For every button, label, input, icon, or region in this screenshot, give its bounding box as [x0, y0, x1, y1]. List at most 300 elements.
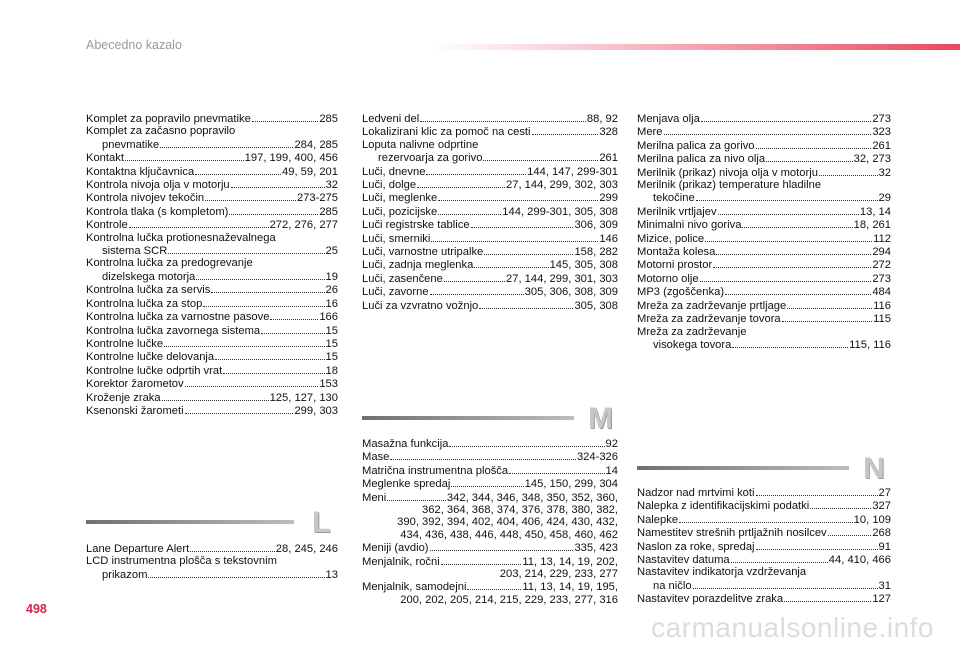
- index-entry: [362, 205, 618, 218]
- entry-pages: 15: [325, 337, 338, 350]
- dot-leader: [444, 272, 505, 282]
- entry-term: Motorni prostor: [637, 259, 713, 272]
- entry-pages: 32: [325, 179, 338, 192]
- index-entry: [362, 491, 618, 504]
- index-entry: [637, 232, 891, 245]
- dot-leader: [185, 404, 294, 414]
- entry-pages: 200, 202, 205, 214, 215, 229, 233, 277, 316: [400, 593, 618, 606]
- entry-term: Kroženje zraka: [86, 391, 161, 404]
- dot-leader: [164, 337, 324, 347]
- dot-leader: [731, 553, 828, 563]
- entry-pages: 32: [878, 166, 891, 179]
- index-entry: [362, 165, 618, 178]
- index-entry: [362, 285, 618, 298]
- entry-term: LCD instrumentna plošča s tekstovnim: [86, 555, 277, 568]
- entry-pages: 273-275: [296, 192, 338, 205]
- entry-term: Ksenonski žarometi: [86, 404, 184, 417]
- dot-leader: [471, 218, 574, 228]
- index-entry: [637, 540, 891, 553]
- index-column-2: [362, 112, 618, 312]
- index-column-3: [637, 112, 891, 351]
- entry-pages: 92: [605, 438, 618, 450]
- index-entry: [362, 218, 618, 231]
- dot-leader: [231, 178, 325, 188]
- entry-pages: 31: [878, 579, 891, 592]
- entry-term: Kontrole: [86, 219, 128, 232]
- entry-pages: 390, 392, 394, 402, 404, 406, 424, 430, 432,: [397, 516, 618, 529]
- entry-term: Kontrola nivojev tekočin: [86, 192, 205, 205]
- dot-leader: [185, 377, 319, 387]
- separator-letter: M: [588, 402, 613, 435]
- entry-term: Merilnik (prikaz) temperature hladilne: [637, 179, 822, 192]
- entry-term: Kontrolne lučke delovanja: [86, 351, 215, 364]
- dot-leader: [223, 364, 324, 374]
- index-entry: [637, 152, 891, 165]
- index-entry: [637, 218, 891, 231]
- entry-pages: 197, 199, 400, 456: [244, 152, 338, 165]
- index-entry: [86, 112, 338, 125]
- index-entry: [86, 232, 338, 244]
- entry-pages: 324-326: [576, 451, 618, 464]
- entry-term: tekočine: [653, 192, 695, 205]
- dot-leader: [417, 178, 505, 188]
- dot-leader: [438, 205, 501, 215]
- entry-term: Luči registrske tablice: [362, 219, 470, 232]
- entry-term: prikazom: [102, 568, 148, 581]
- entry-term: Kontrolna lučka za varnostne pasove: [86, 311, 270, 324]
- dot-leader: [756, 486, 878, 496]
- section-title: Abecedno kazalo: [86, 38, 182, 52]
- entry-term: Merilna palica za gorivo: [637, 139, 755, 152]
- entry-term: Mreža za zadrževanje tovora: [637, 313, 781, 326]
- entry-pages: 299: [599, 192, 618, 205]
- watermark: carmanualsonline.info: [651, 612, 934, 643]
- index-entry: [362, 178, 618, 191]
- index-entry: [637, 299, 891, 312]
- entry-term: Minimalni nivo goriva: [637, 219, 742, 232]
- index-entry: [637, 166, 891, 179]
- index-entry: [86, 244, 338, 257]
- index-entry: [362, 504, 618, 516]
- entry-term: Nalepka z identifikacijskimi podatki: [637, 500, 810, 513]
- entry-pages: 362, 364, 368, 374, 376, 378, 380, 382,: [422, 504, 618, 517]
- dot-leader: [270, 310, 318, 320]
- entry-pages: 11, 13, 14, 19, 202,: [522, 555, 618, 568]
- dot-leader: [713, 258, 871, 268]
- entry-term: Kontrolna lučka protionesnaževalnega: [86, 231, 276, 244]
- entry-pages: 166: [319, 311, 338, 324]
- entry-term: Motorno olje: [637, 272, 699, 285]
- header-accent-bar: [430, 44, 960, 50]
- index-column-1-l: [86, 542, 338, 581]
- entry-term: rezervoarja za gorivo: [378, 152, 483, 165]
- separator-line: [86, 520, 294, 524]
- letter-separator-l: [86, 506, 334, 540]
- entry-term: Naslon za roke, spredaj: [637, 540, 755, 553]
- index-entry: [86, 283, 338, 296]
- index-entry: [362, 555, 618, 568]
- index-column-2-m: [362, 437, 618, 606]
- entry-term: Luči, varnostne utripalke: [362, 246, 484, 259]
- entry-pages: 145, 305, 308: [549, 259, 618, 272]
- entry-pages: 18: [325, 364, 338, 377]
- entry-term: Nalepke: [637, 513, 679, 526]
- entry-pages: 27, 144, 299, 302, 303: [506, 179, 618, 192]
- separator-letter: L: [312, 506, 331, 539]
- entry-pages: 115: [873, 313, 891, 326]
- entry-pages: 88, 92: [586, 113, 618, 125]
- entry-pages: 268: [872, 527, 891, 540]
- index-entry: [86, 165, 338, 178]
- dot-leader: [693, 579, 878, 589]
- index-entry: [362, 151, 618, 164]
- index-entry: [86, 555, 338, 567]
- entry-pages: 203, 214, 229, 233, 277: [499, 568, 618, 581]
- dot-leader: [756, 139, 872, 149]
- entry-pages: 306, 309: [574, 219, 618, 232]
- dot-leader: [430, 285, 524, 295]
- dot-leader: [701, 112, 872, 122]
- dot-leader: [205, 191, 296, 201]
- entry-pages: 145, 150, 299, 304: [524, 478, 618, 491]
- dot-leader: [162, 391, 269, 401]
- entry-term: Luči, zadnja meglenka: [362, 259, 474, 272]
- index-entry: [637, 191, 891, 204]
- index-entry: [362, 191, 618, 204]
- index-entry: [637, 526, 891, 539]
- entry-pages: 13: [325, 568, 338, 581]
- index-entry: [637, 566, 891, 578]
- separator-line: [637, 466, 849, 470]
- dot-leader: [203, 297, 324, 307]
- dot-leader: [705, 232, 872, 242]
- index-entry: [86, 568, 338, 581]
- dot-leader: [725, 285, 871, 295]
- dot-leader: [787, 299, 872, 309]
- entry-term: Kontrolne lučke: [86, 337, 164, 350]
- entry-term: Merilnik (prikaz) nivoja olja v motorju: [637, 166, 818, 179]
- dot-leader: [390, 450, 576, 460]
- index-entry: [86, 364, 338, 377]
- entry-pages: 13, 14: [859, 205, 891, 218]
- entry-pages: 285: [319, 205, 338, 218]
- dot-leader: [430, 541, 574, 551]
- dot-leader: [449, 437, 604, 447]
- dot-leader: [509, 464, 604, 474]
- dot-leader: [474, 258, 548, 268]
- entry-term: Kontrolna lučka za stop: [86, 297, 203, 310]
- entry-term: Nastavitev porazdelitve zraka: [637, 593, 784, 606]
- dot-leader: [261, 324, 324, 334]
- dot-leader: [766, 152, 853, 162]
- dot-leader: [129, 218, 269, 228]
- index-column-3-n: [637, 486, 891, 606]
- dot-leader: [160, 138, 293, 148]
- index-entry: [86, 191, 338, 204]
- dot-leader: [420, 112, 586, 122]
- letter-separator-n: [637, 452, 891, 486]
- index-entry: [362, 516, 618, 528]
- dot-leader: [426, 165, 526, 175]
- entry-term: Luči, smerniki: [362, 232, 431, 245]
- index-entry: [362, 477, 618, 490]
- index-entry: [637, 486, 891, 499]
- dot-leader: [484, 245, 573, 255]
- dot-leader: [732, 338, 848, 348]
- dot-leader: [190, 542, 275, 552]
- dot-leader: [784, 592, 871, 602]
- entry-term: Namestitev strešnih prtljažnih nosilcev: [637, 527, 827, 540]
- dot-leader: [483, 151, 598, 161]
- entry-pages: 299, 303: [294, 404, 338, 417]
- entry-term: Menjalnik, samodejni: [362, 581, 467, 594]
- index-entry: [637, 139, 891, 152]
- entry-term: Merilna palica za nivo olja: [637, 153, 766, 166]
- entry-term: Korektor žarometov: [86, 378, 184, 391]
- entry-pages: 16: [325, 297, 338, 310]
- entry-pages: 14: [605, 464, 618, 477]
- index-entry: [362, 594, 618, 606]
- entry-pages: 146: [599, 232, 618, 245]
- entry-term: Nastavitev datuma: [637, 554, 730, 567]
- entry-term: Mreža za zadrževanje: [637, 325, 747, 338]
- dot-leader: [441, 555, 522, 565]
- entry-pages: 32, 273: [853, 153, 891, 166]
- entry-pages: 327: [872, 500, 891, 513]
- entry-pages: 285: [319, 113, 338, 125]
- entry-term: Kontrola tlaka (s kompletom): [86, 205, 229, 218]
- index-entry: [86, 257, 338, 269]
- index-entry: [362, 580, 618, 593]
- entry-pages: 335, 423: [574, 542, 618, 555]
- entry-pages: 294: [872, 246, 891, 259]
- entry-pages: 342, 344, 346, 348, 350, 352, 360,: [446, 491, 618, 504]
- index-entry: [86, 391, 338, 404]
- index-entry: [86, 151, 338, 164]
- entry-term: Nastavitev indikatorja vzdrževanja: [637, 566, 807, 579]
- entry-term: Kontrolna lučka zavornega sistema: [86, 324, 261, 337]
- index-entry: [637, 553, 891, 566]
- entry-pages: 25: [325, 245, 338, 258]
- index-entry: [362, 437, 618, 450]
- entry-term: Kontrolne lučke odprtih vrat: [86, 364, 223, 377]
- index-entry: [637, 272, 891, 285]
- entry-term: Kontaktna ključavnica: [86, 165, 195, 178]
- dot-leader: [431, 232, 598, 242]
- entry-term: visokega tovora: [653, 338, 732, 351]
- entry-pages: 26: [325, 284, 338, 297]
- entry-pages: 44, 410, 466: [828, 554, 891, 567]
- entry-pages: 284, 285: [294, 138, 338, 151]
- dot-leader: [196, 270, 324, 280]
- entry-pages: 10, 109: [853, 513, 891, 526]
- entry-term: pnevmatike: [102, 138, 160, 151]
- entry-pages: 484: [872, 286, 891, 299]
- letter-separator-m: [362, 402, 618, 436]
- entry-pages: 261: [872, 139, 891, 152]
- index-entry: [362, 232, 618, 245]
- index-column-1: [86, 112, 338, 417]
- dot-leader: [387, 491, 446, 501]
- index-entry: [362, 299, 618, 312]
- entry-pages: 261: [599, 152, 618, 165]
- index-entry: [362, 125, 618, 138]
- entry-term: Kontrolna lučka za servis: [86, 284, 211, 297]
- entry-pages: 91: [878, 540, 891, 553]
- entry-pages: 27: [878, 487, 891, 499]
- entry-pages: 305, 308: [574, 299, 618, 312]
- index-entry: [86, 205, 338, 218]
- index-entry: [86, 337, 338, 350]
- entry-term: Luči, dolge: [362, 179, 417, 192]
- dot-leader: [718, 205, 859, 215]
- entry-term: Komplet za začasno popravilo: [86, 125, 236, 138]
- entry-pages: 144, 299-301, 305, 308: [502, 205, 618, 218]
- dot-leader: [148, 568, 324, 578]
- entry-term: Merilnik vrtljajev: [637, 205, 717, 218]
- entry-pages: 305, 306, 308, 309: [524, 286, 618, 299]
- separator-line: [362, 416, 574, 420]
- separator-letter: N: [863, 452, 885, 485]
- index-entry: [637, 179, 891, 191]
- dot-leader: [195, 165, 281, 175]
- dot-leader: [438, 191, 598, 201]
- index-entry: [637, 205, 891, 218]
- index-entry: [86, 350, 338, 363]
- entry-term: sistema SCR: [102, 245, 168, 258]
- entry-pages: 158, 282: [574, 246, 618, 259]
- index-entry: [362, 568, 618, 580]
- index-entry: [86, 404, 338, 417]
- entry-pages: 112: [873, 232, 891, 245]
- entry-term: Luči, zasenčene: [362, 272, 443, 285]
- entry-term: Lokalizirani klic za pomoč na cesti: [362, 126, 531, 139]
- index-entry: [362, 541, 618, 554]
- index-entry: [86, 542, 338, 555]
- entry-term: Kontakt: [86, 152, 124, 165]
- entry-term: Loputa nalivne odprtine: [362, 138, 479, 151]
- entry-pages: 144, 147, 299-301: [527, 165, 618, 178]
- entry-pages: 323: [872, 126, 891, 139]
- index-entry: [362, 272, 618, 285]
- dot-leader: [679, 513, 853, 523]
- entry-term: Menjava olja: [637, 113, 700, 125]
- entry-term: Luči, meglenke: [362, 192, 438, 205]
- dot-leader: [716, 245, 871, 255]
- dot-leader: [215, 350, 324, 360]
- index-entry: [362, 464, 618, 477]
- entry-term: Matrična instrumentna plošča: [362, 464, 509, 477]
- index-entry: [362, 139, 618, 151]
- entry-pages: 272, 276, 277: [269, 219, 338, 232]
- entry-pages: 273: [872, 272, 891, 285]
- entry-pages: 11, 13, 14, 19, 195,: [522, 581, 618, 594]
- dot-leader: [819, 166, 878, 176]
- entry-term: dizelskega motorja: [102, 270, 196, 283]
- entry-term: Masažna funkcija: [362, 438, 449, 450]
- entry-term: Mase: [362, 451, 390, 464]
- entry-term: Luči za vzvratno vožnjo: [362, 299, 479, 312]
- index-entry: [637, 592, 891, 605]
- index-entry: [86, 270, 338, 283]
- entry-pages: 19: [325, 270, 338, 283]
- index-entry: [637, 312, 891, 325]
- dot-leader: [782, 312, 873, 322]
- index-entry: [86, 125, 338, 137]
- page-number: 498: [26, 602, 47, 616]
- entry-term: Kontrolna lučka za predogrevanje: [86, 257, 253, 270]
- index-entry: [637, 245, 891, 258]
- index-entry: [86, 297, 338, 310]
- index-entry: [362, 450, 618, 463]
- entry-pages: 127: [872, 593, 891, 606]
- entry-pages: 15: [325, 351, 338, 364]
- entry-term: Meniji (avdio): [362, 542, 429, 555]
- dot-leader: [696, 191, 878, 201]
- index-entry: [637, 579, 891, 592]
- index-entry: [86, 310, 338, 323]
- entry-term: Mizice, police: [637, 232, 705, 245]
- dot-leader: [828, 526, 872, 536]
- dot-leader: [168, 244, 324, 254]
- entry-term: Lane Departure Alert: [86, 543, 190, 555]
- dot-leader: [742, 218, 852, 228]
- entry-term: Mreža za zadrževanje prtljage: [637, 299, 787, 312]
- index-entry: [86, 377, 338, 390]
- index-entry: [362, 245, 618, 258]
- entry-term: Luči, zavorne: [362, 286, 429, 299]
- entry-term: MP3 (zgoščenka): [637, 286, 725, 299]
- entry-term: Menjalnik, ročni: [362, 555, 440, 568]
- entry-pages: 273: [872, 113, 891, 125]
- index-entry: [637, 338, 891, 351]
- entry-term: Meni: [362, 491, 387, 504]
- dot-leader: [451, 477, 523, 487]
- dot-leader: [467, 580, 521, 590]
- entry-term: Komplet za popravilo pnevmatike: [86, 113, 251, 125]
- index-entry: [86, 218, 338, 231]
- entry-pages: 116: [873, 299, 891, 312]
- entry-term: na ničlo: [653, 579, 692, 592]
- entry-pages: 29: [878, 192, 891, 205]
- index-entry: [86, 178, 338, 191]
- entry-term: Nadzor nad mrtvimi koti: [637, 487, 755, 499]
- entry-pages: 434, 436, 438, 446, 448, 450, 458, 460, 462: [400, 528, 618, 541]
- dot-leader: [756, 540, 878, 550]
- entry-pages: 328: [599, 126, 618, 139]
- dot-leader: [664, 125, 872, 135]
- entry-pages: 153: [319, 378, 338, 391]
- dot-leader: [229, 205, 318, 215]
- index-entry: [86, 138, 338, 151]
- entry-term: Meglenke spredaj: [362, 478, 451, 491]
- dot-leader: [125, 151, 244, 161]
- index-entry: [637, 125, 891, 138]
- entry-term: Montaža kolesa: [637, 246, 716, 259]
- entry-pages: 125, 127, 130: [269, 391, 338, 404]
- dot-leader: [252, 112, 319, 122]
- entry-pages: 15: [325, 324, 338, 337]
- dot-leader: [700, 272, 872, 282]
- dot-leader: [211, 283, 324, 293]
- dot-leader: [810, 499, 871, 509]
- entry-pages: 28, 245, 246: [275, 543, 338, 555]
- index-entry: [637, 285, 891, 298]
- index-entry: [637, 326, 891, 338]
- entry-pages: 115, 116: [849, 338, 891, 351]
- index-entry: [362, 529, 618, 541]
- entry-term: Luči, dnevne: [362, 165, 426, 178]
